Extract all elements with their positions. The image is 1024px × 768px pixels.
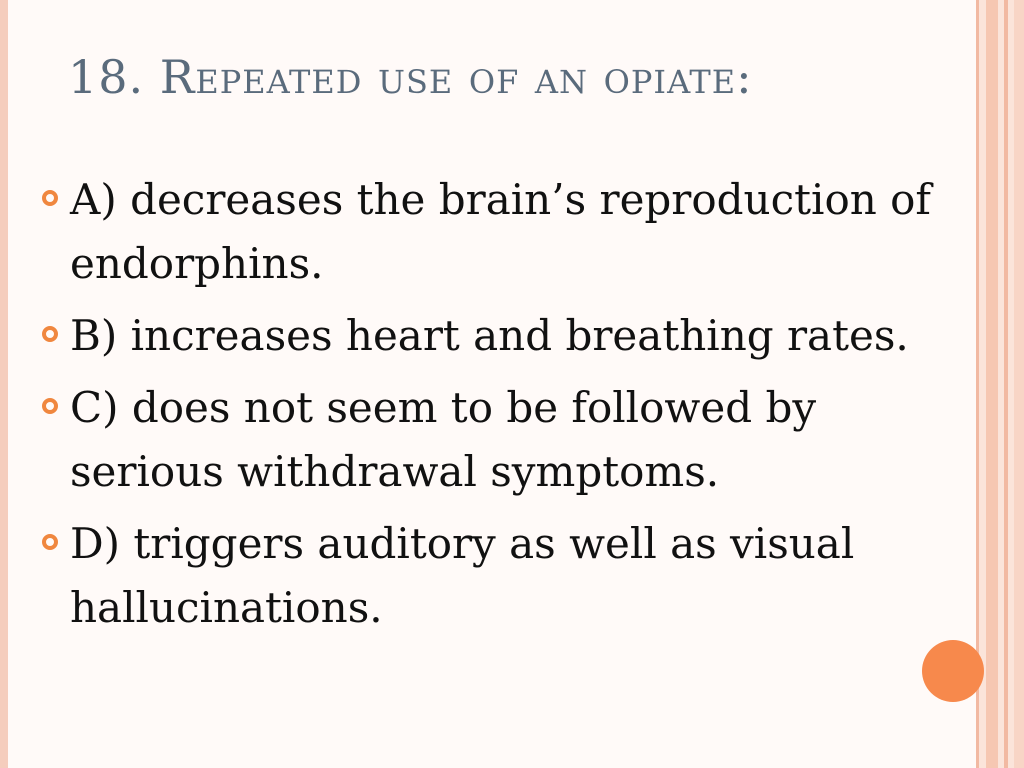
answer-option-b	[36, 304, 956, 368]
answer-text: C) does not seem to be followed by serious withdrawal symptoms.	[70, 383, 817, 496]
answer-text: A) decreases the brain’s reproduction of endorphins.	[70, 175, 931, 288]
answer-text: D) triggers auditory as well as visual hallucinations.	[70, 519, 855, 632]
answer-option-c	[36, 376, 956, 504]
answer-option-d	[36, 512, 956, 640]
decorative-stripes	[976, 0, 1024, 768]
circle-bullet-icon	[42, 534, 58, 550]
answer-text: B) increases heart and breathing rates.	[70, 311, 909, 360]
decorative-circle-icon	[922, 640, 984, 702]
stripe	[1014, 0, 1024, 768]
stripe	[986, 0, 998, 768]
stripe	[1004, 0, 1008, 768]
circle-bullet-icon	[42, 190, 58, 206]
answer-list	[36, 168, 956, 648]
circle-bullet-icon	[42, 326, 58, 342]
circle-bullet-icon	[42, 398, 58, 414]
slide-title: 18. Repeated use of an opiate:	[68, 50, 753, 104]
answer-option-a	[36, 168, 956, 296]
